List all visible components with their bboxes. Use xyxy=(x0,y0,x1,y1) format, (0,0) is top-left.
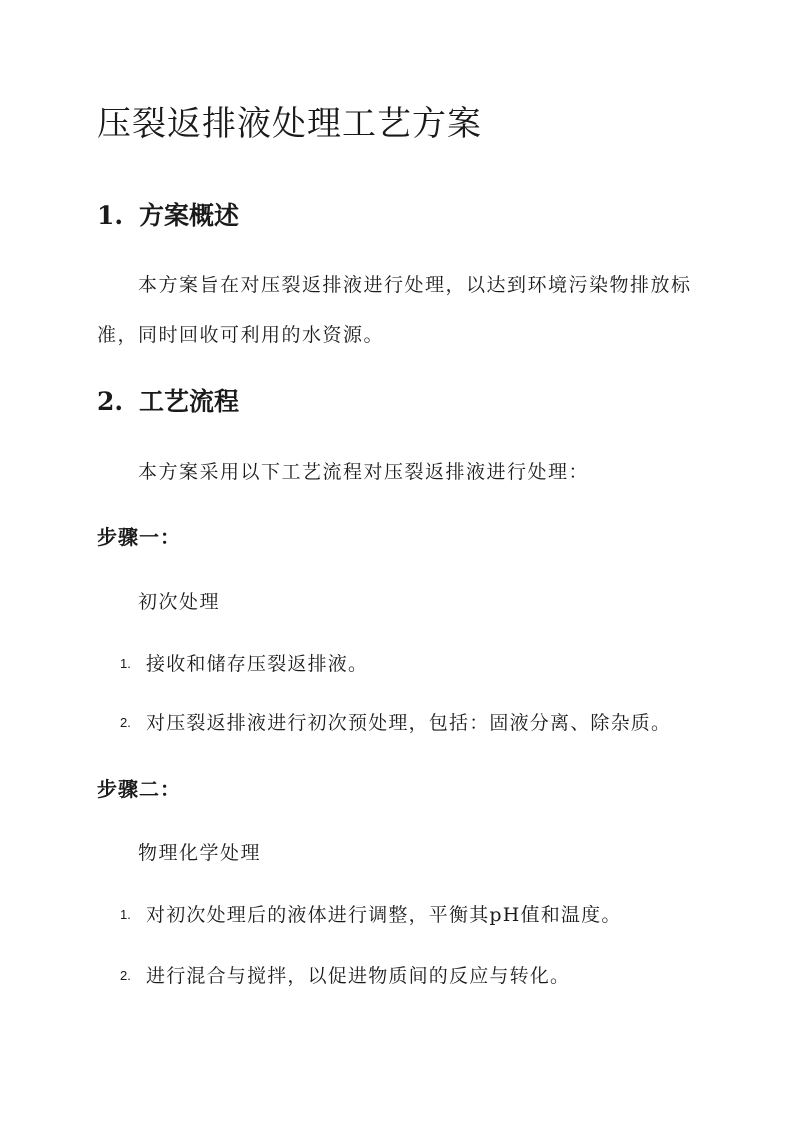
document-title: 压裂返排液处理工艺方案 xyxy=(97,104,482,144)
step-1-item-1-number: 1. xyxy=(120,656,131,671)
step-2-label: 步骤二： xyxy=(97,777,181,801)
step-1-item-1-text: 接收和储存压裂返排液。 xyxy=(146,653,369,675)
step-2-item-1-text: 对初次处理后的液体进行调整，平衡其pH值和温度。 xyxy=(146,904,622,926)
step-2-item-2-text: 进行混合与搅拌，以促进物质间的反应与转化。 xyxy=(146,965,571,987)
step-1-item-1 xyxy=(120,649,368,676)
section-2-heading xyxy=(97,382,239,418)
step-2-subtitle: 物理化学处理 xyxy=(138,842,262,864)
step-1-item-2-text: 对压裂返排液进行初次预处理，包括：固液分离、除杂质。 xyxy=(146,712,672,734)
step-1-item-2-number: 2. xyxy=(120,715,131,730)
section-1-paragraph-line-2: 准，同时回收可利用的水资源。 xyxy=(97,324,385,346)
section-2-number: 2. xyxy=(97,387,124,416)
step-1-subtitle: 初次处理 xyxy=(138,591,221,613)
step-2-item-2 xyxy=(120,961,570,988)
section-1-paragraph-line-1: 本方案旨在对压裂返排液进行处理，以达到环境污染物排放标 xyxy=(138,274,692,296)
step-2-item-1-number: 1. xyxy=(120,907,131,922)
section-2-intro: 本方案采用以下工艺流程对压裂返排液进行处理： xyxy=(138,461,590,483)
section-1-heading xyxy=(97,196,239,232)
step-2-item-2-number: 2. xyxy=(120,968,131,983)
section-1-title: 方案概述 xyxy=(139,201,240,230)
step-2-item-1 xyxy=(120,900,622,927)
step-1-label: 步骤一： xyxy=(97,525,181,549)
section-1-number: 1. xyxy=(97,201,124,230)
step-1-item-2 xyxy=(120,708,671,735)
section-2-title: 工艺流程 xyxy=(139,387,240,416)
